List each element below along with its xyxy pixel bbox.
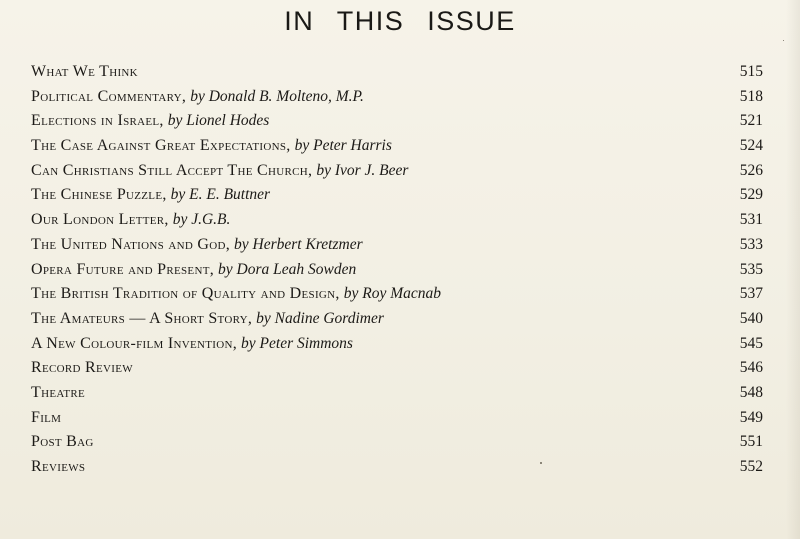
toc-entry-title: The British Tradition of Quality and Design, [31, 285, 340, 303]
toc-entry-christians-church [31, 159, 766, 184]
toc-entry-title: Our London Letter, [31, 211, 169, 229]
toc-entry-page-number: 526 [739, 161, 763, 179]
page-heading: IN THIS ISSUE [284, 6, 516, 36]
paper-speck [783, 40, 784, 41]
toc-entry-title: Political Commentary, [31, 87, 187, 105]
toc-entry-chinese-puzzle [31, 183, 766, 208]
toc-entry-title: Elections in Israel, [31, 112, 164, 130]
toc-entry-title: The United Nations and God, [31, 235, 231, 253]
toc-entry-page-number: 535 [739, 260, 763, 278]
toc-entry-byline: by Ivor J. Beer [316, 161, 409, 179]
toc-entry-page-number: 524 [739, 137, 763, 155]
toc-entry-title: A New Colour-film Invention, [31, 334, 238, 352]
toc-entry-byline: by Peter Harris [294, 137, 392, 155]
toc-entry-page-number: 545 [739, 334, 763, 352]
toc-entry-title: Post Bag [31, 433, 94, 451]
toc-entry-reviews [31, 455, 766, 480]
toc-entry-page-number: 533 [739, 235, 763, 253]
paper-speck [540, 462, 542, 464]
toc-entry-title: The Case Against Great Expectations, [31, 137, 291, 155]
toc-entry-byline: by J.G.B. [172, 211, 231, 229]
toc-entry-page-number: 548 [739, 383, 763, 401]
toc-entry-colour-film [31, 332, 766, 357]
toc-entry-title: The Amateurs — A Short Story, [31, 309, 253, 327]
toc-entry-byline: by Nadine Gordimer [256, 309, 384, 327]
toc-entry-opera [31, 258, 766, 283]
toc-entry-page-number: 531 [739, 211, 763, 229]
toc-entry-page-number: 537 [739, 285, 763, 303]
toc-entry-byline: by Dora Leah Sowden [218, 260, 357, 278]
toc-entry-page-number: 540 [739, 309, 763, 327]
toc-entry-byline: by Roy Macnab [343, 285, 441, 303]
page-edge-shadow [786, 0, 800, 539]
toc-entry-page-number: 551 [739, 433, 763, 451]
toc-entry-title: Reviews [31, 458, 86, 475]
toc-entry-byline: by E. E. Buttner [170, 186, 271, 204]
toc-entry-title: Record Review [31, 359, 133, 377]
table-of-contents [31, 60, 766, 480]
toc-entry-theatre [31, 381, 766, 406]
toc-entry-what-we-think [31, 60, 766, 85]
toc-entry-great-expectations [31, 134, 766, 159]
toc-entry-political-commentary [31, 85, 766, 110]
toc-entry-byline: by Donald B. Molteno, M.P. [190, 87, 364, 105]
toc-entry-title: Film [31, 408, 62, 426]
toc-entry-film [31, 406, 766, 431]
toc-entry-post-bag [31, 430, 766, 455]
toc-entry-page-number: 529 [739, 186, 763, 204]
toc-entry-title: Can Christians Still Accept The Church, [31, 161, 313, 179]
toc-entry-page-number: 549 [739, 408, 763, 426]
toc-entry-page-number: 521 [739, 112, 763, 130]
toc-entry-record-review [31, 356, 766, 381]
toc-entry-byline: by Peter Simmons [241, 334, 353, 352]
toc-entry-title: What We Think [31, 63, 138, 80]
toc-entry-page-number: 518 [739, 87, 763, 105]
toc-entry-page-number: 515 [739, 63, 763, 80]
toc-entry-elections-in-israel [31, 109, 766, 134]
toc-entry-british-tradition [31, 282, 766, 307]
toc-entry-title: Opera Future and Present, [31, 260, 215, 278]
toc-entry-london-letter [31, 208, 766, 233]
toc-entry-page-number: 552 [739, 458, 763, 475]
toc-entry-page-number: 546 [739, 359, 763, 377]
toc-entry-the-amateurs [31, 307, 766, 332]
toc-entry-byline: by Lionel Hodes [167, 112, 270, 130]
toc-entry-title: Theatre [31, 383, 86, 401]
toc-entry-united-nations [31, 233, 766, 258]
toc-entry-title: The Chinese Puzzle, [31, 186, 167, 204]
toc-entry-byline: by Herbert Kretzmer [234, 235, 363, 253]
